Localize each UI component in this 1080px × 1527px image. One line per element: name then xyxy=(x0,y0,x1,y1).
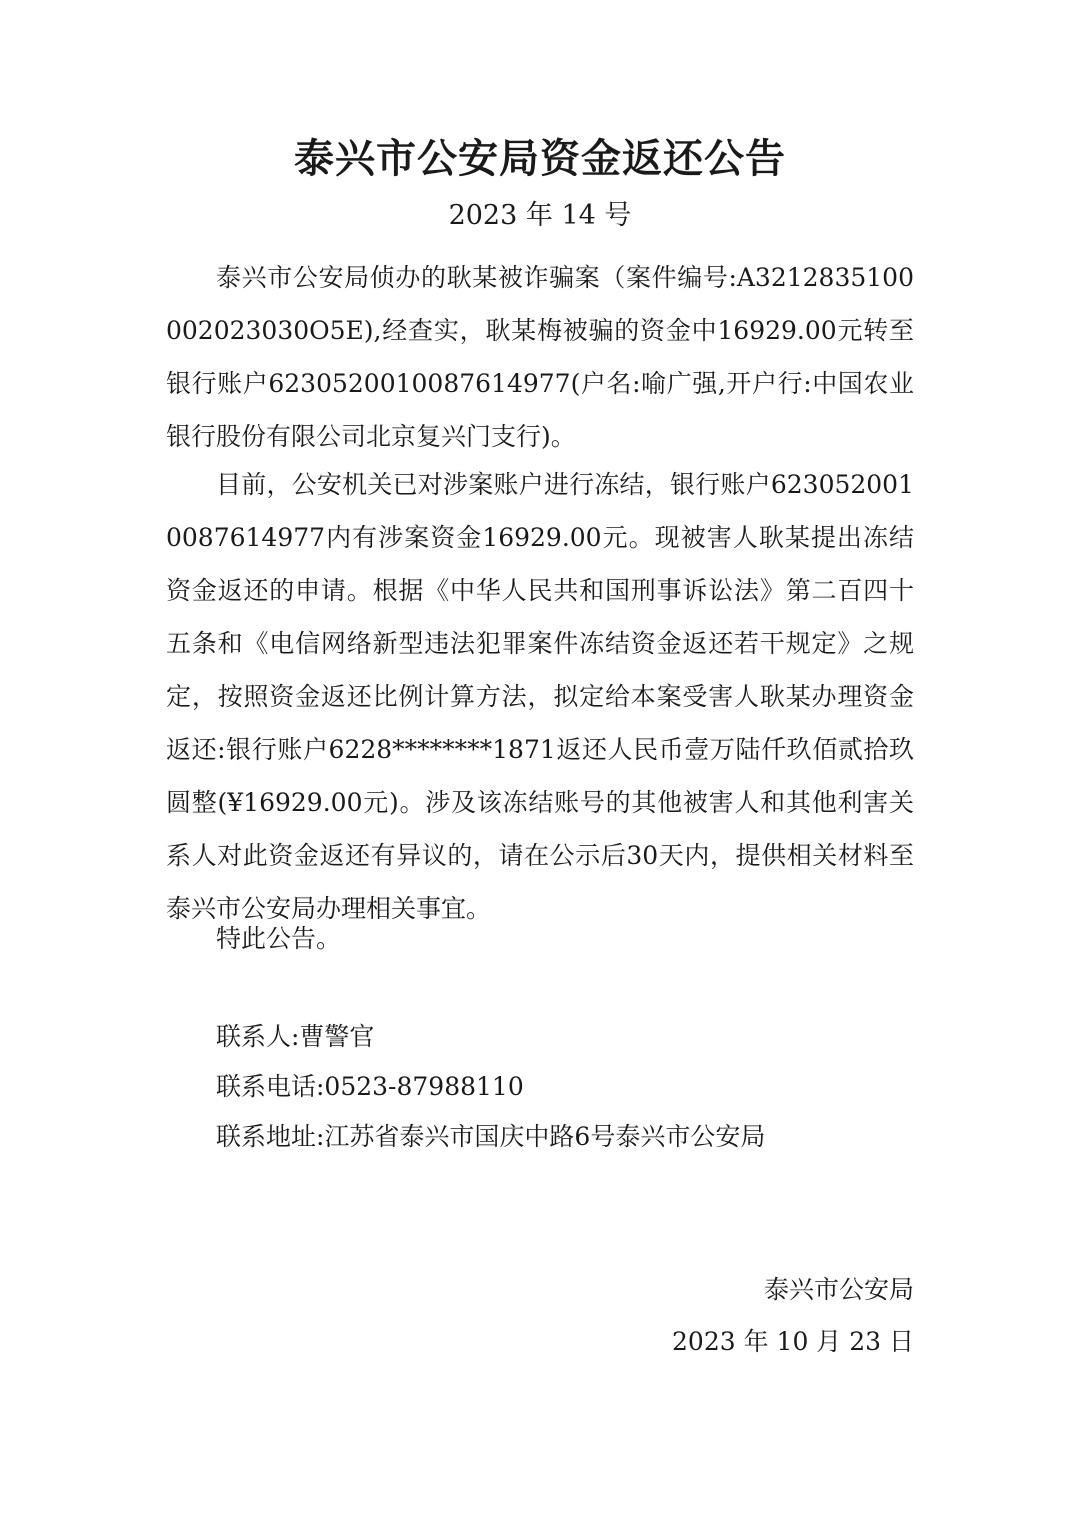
contact-address: 联系地址:江苏省泰兴市国庆中路6号泰兴市公安局 xyxy=(216,1122,766,1151)
closing-statement: 特此公告。 xyxy=(216,924,342,953)
contact-person: 联系人:曹警官 xyxy=(216,1022,375,1051)
paragraph-case-details: 泰兴市公安局侦办的耿某被诈骗案（案件编号:A3212835100002023030O5E),经查实，耿某梅被骗的资金中16929.00元转至银行账户6230520010087614977(户名:喻广强,开户行:中国农业银行股份有限公司北京复兴门支行)。 xyxy=(166,263,914,451)
page-title: 泰兴市公安局资金返还公告 xyxy=(294,136,786,182)
contact-phone: 联系电话:0523-87988110 xyxy=(216,1072,524,1101)
signature-date: 2023 年 10 月 23 日 xyxy=(672,1327,914,1356)
signature-organization: 泰兴市公安局 xyxy=(763,1275,914,1304)
paragraph-refund-details: 目前，公安机关已对涉案账户进行冻结，银行账户6230520010087614977内有涉案资金16929.00元。现被害人耿某提出冻结资金返还的申请。根据《中华人民共和国刑事诉讼法》第二百四十五条和《电信网络新型违法犯罪案件冻结资金返还若干规定》之规定，按照资金返还比例计算方法，拟定给本案受害人耿某办理资金返还:银行账户6228********1871返还人民币壹万陆仟玖佰贰拾玖圆整(¥16929.00元)。涉及该冻结账号的其他被害人和其他利害关系人对此资金返还有异议的，请在公示后30天内，提供相关材料至泰兴市公安局办理相关事宜。 xyxy=(166,470,914,923)
document-number: 2023 年 14 号 xyxy=(448,200,632,231)
